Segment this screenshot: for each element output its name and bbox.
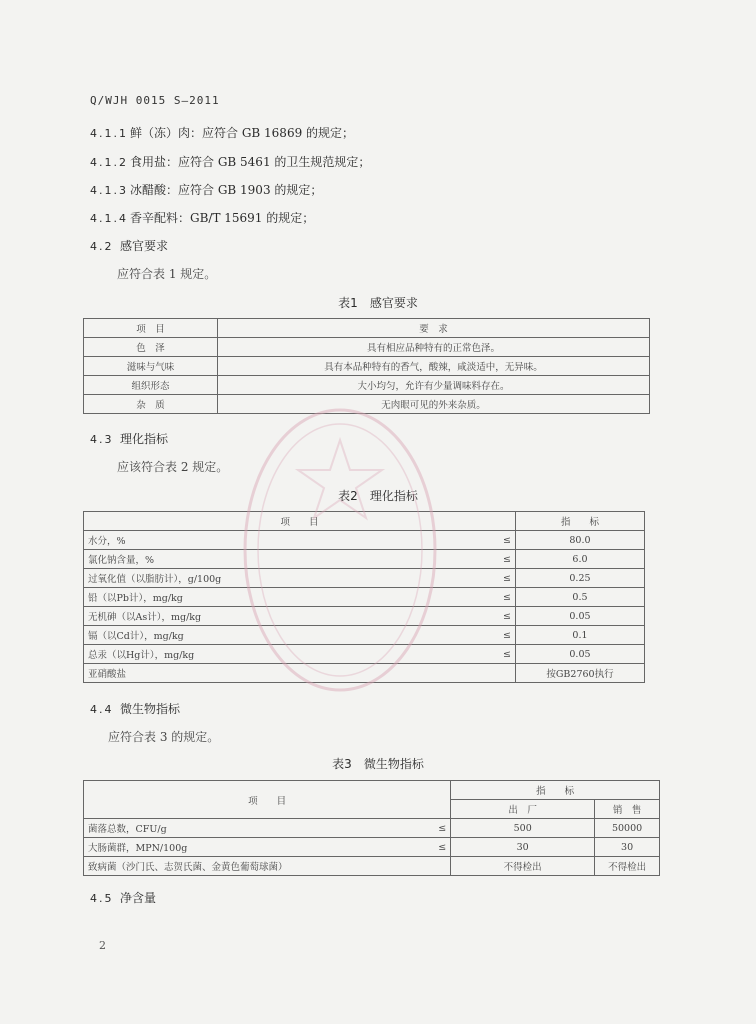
table-row: 组织形态 大小均匀，允许有少量调味料存在。 bbox=[84, 376, 650, 395]
table-row: 氯化钠含量，% ≤ 6.0 bbox=[84, 550, 645, 569]
table-row: 菌落总数，CFU/g ≤ 500 50000 bbox=[84, 819, 660, 838]
section-heading-4-4: 4.4 微生物指标 bbox=[90, 702, 181, 716]
table-header-row: 项 目 指 标 bbox=[84, 781, 660, 800]
section-4-2-intro: 应符合表 1 规定。 bbox=[117, 267, 217, 281]
table-physicochemical bbox=[83, 511, 645, 683]
table-microbiological bbox=[83, 780, 660, 876]
table-row: 致病菌（沙门氏、志贺氏菌、金黄色葡萄球菌） 不得检出 不得检出 bbox=[84, 857, 660, 876]
table-row: 过氧化值（以脂肪计），g/100g ≤ 0.25 bbox=[84, 569, 645, 588]
section-heading-4-5: 4.5 净含量 bbox=[90, 891, 157, 905]
clause-4-1-3: 4.1.3 冰醋酸：应符合 GB 1903 的规定； bbox=[90, 183, 323, 197]
clause-4-1-1: 4.1.1 鲜（冻）肉：应符合 GB 16869 的规定； bbox=[90, 126, 355, 140]
table-row: 镉（以Cd计），mg/kg ≤ 0.1 bbox=[84, 626, 645, 645]
section-4-4-intro: 应符合表 3 的规定。 bbox=[108, 730, 220, 744]
table-row: 色 泽 具有相应品种特有的正常色泽。 bbox=[84, 338, 650, 357]
page-number: 2 bbox=[99, 939, 106, 952]
table-header-row: 项 目 指 标 bbox=[84, 512, 645, 531]
table-row: 总汞（以Hg计），mg/kg ≤ 0.05 bbox=[84, 645, 645, 664]
section-heading-4-2: 4.2 感官要求 bbox=[90, 239, 169, 253]
table-row: 滋味与气味 具有本品种特有的香气，酸辣，咸淡适中，无异味。 bbox=[84, 357, 650, 376]
section-heading-4-3: 4.3 理化指标 bbox=[90, 432, 169, 446]
table-row: 大肠菌群，MPN/100g ≤ 30 30 bbox=[84, 838, 660, 857]
table-row: 水分，% ≤ 80.0 bbox=[84, 531, 645, 550]
clause-4-1-2: 4.1.2 食用盐：应符合 GB 5461 的卫生规范规定； bbox=[90, 155, 371, 169]
table-row: 铅（以Pb计），mg/kg ≤ 0.5 bbox=[84, 588, 645, 607]
table-row: 无机砷（以As计），mg/kg ≤ 0.05 bbox=[84, 607, 645, 626]
clause-4-1-4: 4.1.4 香辛配料：GB/T 15691 的规定； bbox=[90, 211, 315, 225]
table-sensory bbox=[83, 318, 650, 414]
table3-caption: 表3 微生物指标 bbox=[332, 757, 424, 771]
table2-caption: 表2 理化指标 bbox=[338, 489, 418, 503]
table-header-row: 出 厂 销 售 bbox=[84, 800, 660, 819]
table-row: 杂 质 无肉眼可见的外来杂质。 bbox=[84, 395, 650, 414]
section-4-3-intro: 应该符合表 2 规定。 bbox=[117, 460, 229, 474]
table1-caption: 表1 感官要求 bbox=[338, 296, 418, 310]
document-code: Q/WJH 0015 S—2011 bbox=[90, 94, 220, 107]
table-header-row: 项 目 要 求 bbox=[84, 319, 650, 338]
table-row: 亚硝酸盐 按GB2760执行 bbox=[84, 664, 645, 683]
